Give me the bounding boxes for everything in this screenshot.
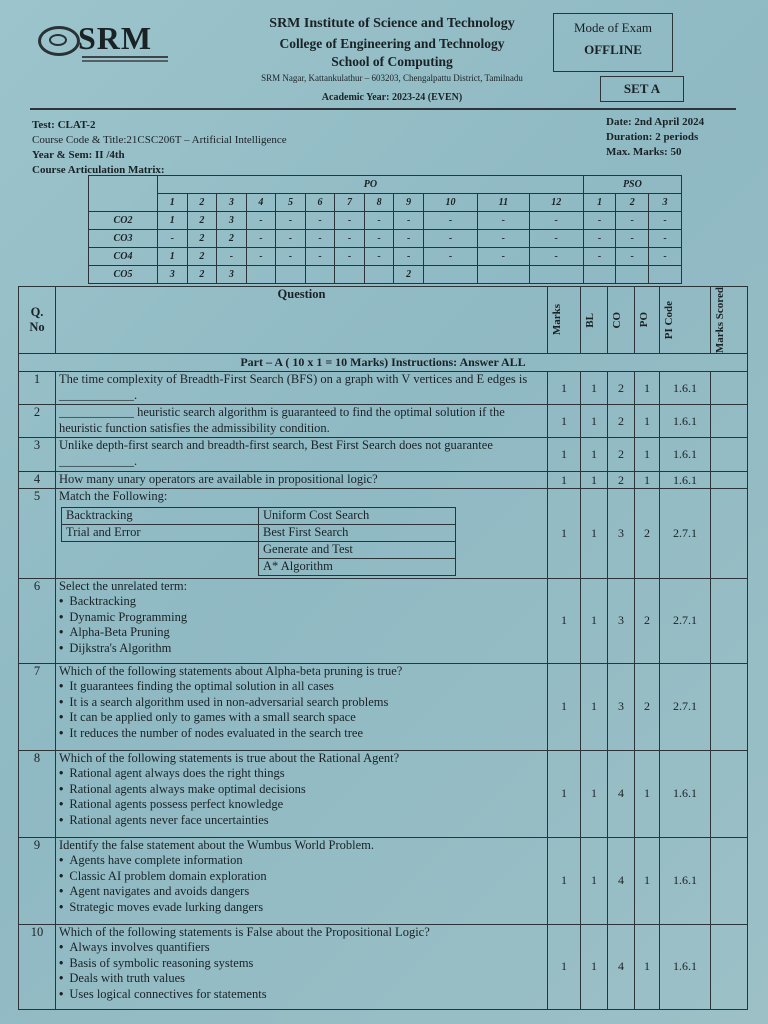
question-po: 1 bbox=[635, 837, 660, 924]
option-item: • It reduces the number of nodes evaluated in the search tree bbox=[59, 726, 544, 742]
cam-label: Course Articulation Matrix: bbox=[32, 164, 165, 176]
question-text: Identify the false statement about the Wumbus World Problem. bbox=[59, 837, 374, 852]
question-number: 10 bbox=[19, 924, 56, 1009]
cam-cell bbox=[583, 266, 616, 284]
question-number: 8 bbox=[19, 750, 56, 837]
question-text: Which of the following statements is true about the Rational Agent? bbox=[59, 750, 400, 765]
cam-row bbox=[89, 248, 682, 266]
option-item: • Always involves quantifiers bbox=[59, 940, 544, 956]
question-text-cell bbox=[56, 663, 548, 750]
question-text: Match the Following: bbox=[59, 489, 168, 504]
option-list bbox=[59, 594, 544, 656]
question-number: 4 bbox=[19, 472, 56, 489]
cam-co-label: CO3 bbox=[89, 230, 158, 248]
cam-cell: - bbox=[583, 230, 616, 248]
option-item: • It is a search algorithm used in non-adversarial search problems bbox=[59, 695, 544, 711]
cam-cell: - bbox=[394, 212, 424, 230]
cam-cell: - bbox=[583, 248, 616, 266]
cam-cell: - bbox=[616, 248, 649, 266]
question-co: 4 bbox=[608, 837, 635, 924]
question-co: 3 bbox=[608, 489, 635, 579]
po-col-4: 4 bbox=[246, 194, 276, 212]
marks-scored-cell bbox=[711, 405, 748, 438]
cam-co-label: CO4 bbox=[89, 248, 158, 266]
question-row bbox=[19, 750, 748, 837]
question-text: Which of the following statements about Alpha-beta pruning is true? bbox=[59, 663, 403, 678]
cam-cell: - bbox=[364, 248, 394, 266]
mode-of-exam-box bbox=[553, 13, 673, 72]
question-marks: 1 bbox=[548, 837, 581, 924]
option-list bbox=[59, 853, 544, 915]
question-co: 4 bbox=[608, 924, 635, 1009]
option-item: • Agents have complete information bbox=[59, 853, 544, 869]
question-co: 2 bbox=[608, 472, 635, 489]
question-marks: 1 bbox=[548, 750, 581, 837]
cam-cell: - bbox=[217, 248, 247, 266]
college-name: College of Engineering and Technology bbox=[279, 36, 505, 51]
question-number: 6 bbox=[19, 578, 56, 663]
option-item: • Rational agents possess perfect knowledge bbox=[59, 797, 544, 813]
match-cell: Uniform Cost Search bbox=[259, 507, 456, 524]
cam-cell: 3 bbox=[158, 266, 188, 284]
option-list bbox=[59, 766, 544, 828]
cam-cell bbox=[649, 266, 682, 284]
question-co: 4 bbox=[608, 750, 635, 837]
question-text: Which of the following statements is False about the Propositional Logic? bbox=[59, 924, 430, 939]
po-col-1: 1 bbox=[158, 194, 188, 212]
question-pi-code: 2.7.1 bbox=[660, 489, 711, 579]
question-bl: 1 bbox=[581, 372, 608, 405]
marks-scored-cell bbox=[711, 578, 748, 663]
question-bl: 1 bbox=[581, 837, 608, 924]
cam-cell bbox=[478, 266, 529, 284]
option-item: • Alpha-Beta Pruning bbox=[59, 625, 544, 641]
question-marks: 1 bbox=[548, 663, 581, 750]
question-text: How many unary operators are available in propositional logic? bbox=[59, 472, 378, 487]
question-text-cell bbox=[56, 489, 548, 579]
cam-cell: - bbox=[423, 212, 477, 230]
cam-cell: 1 bbox=[158, 212, 188, 230]
co-header: CO bbox=[611, 311, 623, 329]
pso-col-1: 1 bbox=[583, 194, 616, 212]
question-text: ____________ heuristic search algorithm is guaranteed to find the optimal solution if the heuristic function satisfies the admissibility condition. bbox=[59, 405, 505, 435]
cam-cell: - bbox=[246, 230, 276, 248]
questions bbox=[19, 372, 748, 1010]
address: SRM Nagar, Kattankulathur – 603203, Chengalpattu District, Tamilnadu bbox=[261, 73, 523, 83]
question-po: 2 bbox=[635, 489, 660, 579]
question-number: 5 bbox=[19, 489, 56, 579]
po-col-12: 12 bbox=[529, 194, 583, 212]
cam-cell: 2 bbox=[394, 266, 424, 284]
question-pi-code: 1.6.1 bbox=[660, 438, 711, 472]
cam-cell bbox=[335, 266, 365, 284]
question-number: 7 bbox=[19, 663, 56, 750]
question-marks: 1 bbox=[548, 472, 581, 489]
pi-code-header: PI Code bbox=[663, 300, 675, 340]
cam-cell: - bbox=[649, 248, 682, 266]
question-co: 3 bbox=[608, 663, 635, 750]
option-item: • Strategic moves evade lurking dangers bbox=[59, 900, 544, 916]
question-text-cell bbox=[56, 372, 548, 405]
cam-cell: - bbox=[529, 230, 583, 248]
marks-scored-cell bbox=[711, 750, 748, 837]
po-col-6: 6 bbox=[305, 194, 335, 212]
cam-cell: 2 bbox=[217, 230, 247, 248]
cam-cell: - bbox=[246, 248, 276, 266]
year-sem: Year & Sem: II /4th bbox=[32, 149, 125, 161]
cam-cell: - bbox=[335, 230, 365, 248]
cam-cell: - bbox=[423, 248, 477, 266]
course-title: Course Code & Title:21CSC206T – Artificial Intelligence bbox=[32, 134, 287, 146]
course-articulation-matrix bbox=[88, 175, 682, 284]
academic-year: Academic Year: 2023-24 (EVEN) bbox=[321, 92, 463, 103]
po-col-11: 11 bbox=[478, 194, 529, 212]
question-row bbox=[19, 837, 748, 924]
question-row bbox=[19, 472, 748, 489]
question-number: 2 bbox=[19, 405, 56, 438]
question-pi-code: 1.6.1 bbox=[660, 837, 711, 924]
question-number: 1 bbox=[19, 372, 56, 405]
question-po: 1 bbox=[635, 405, 660, 438]
question-text-cell bbox=[56, 750, 548, 837]
po-col-3: 3 bbox=[217, 194, 247, 212]
cam-row bbox=[89, 230, 682, 248]
match-cell bbox=[62, 541, 259, 558]
cam-cell: - bbox=[276, 230, 306, 248]
question-co: 2 bbox=[608, 438, 635, 472]
cam-cell: - bbox=[616, 230, 649, 248]
cam-cell: - bbox=[478, 212, 529, 230]
option-item: • Basis of symbolic reasoning systems bbox=[59, 956, 544, 972]
option-item: • Deals with truth values bbox=[59, 971, 544, 987]
question-marks: 1 bbox=[548, 924, 581, 1009]
marks-scored-cell bbox=[711, 663, 748, 750]
marks-scored-header: Marks Scored bbox=[714, 287, 726, 354]
question-row bbox=[19, 924, 748, 1009]
cam-cell bbox=[246, 266, 276, 284]
question-text-cell bbox=[56, 837, 548, 924]
cam-cell: - bbox=[649, 230, 682, 248]
cam-cell: - bbox=[335, 212, 365, 230]
cam-rows bbox=[89, 212, 682, 284]
srm-logo bbox=[38, 22, 178, 66]
option-list bbox=[59, 940, 544, 1002]
marks-scored-cell bbox=[711, 438, 748, 472]
marks-scored-cell bbox=[711, 472, 748, 489]
question-po: 2 bbox=[635, 663, 660, 750]
option-item: • Classic AI problem domain exploration bbox=[59, 869, 544, 885]
exam-date: Date: 2nd April 2024 bbox=[606, 116, 705, 128]
question-po: 1 bbox=[635, 372, 660, 405]
question-text-cell bbox=[56, 405, 548, 438]
match-table bbox=[61, 507, 456, 576]
cam-cell: 2 bbox=[187, 212, 217, 230]
cam-cell bbox=[529, 266, 583, 284]
question-text: Select the unrelated term: bbox=[59, 578, 188, 593]
cam-cell: 2 bbox=[187, 248, 217, 266]
question-marks: 1 bbox=[548, 372, 581, 405]
cam-cell: - bbox=[305, 230, 335, 248]
cam-cell: - bbox=[246, 212, 276, 230]
question-text: The time complexity of Breadth-First Search (BFS) on a graph with V vertices and E edges is ____________. bbox=[59, 372, 528, 402]
question-header: Question bbox=[56, 287, 548, 354]
cam-row bbox=[89, 266, 682, 284]
question-pi-code: 1.6.1 bbox=[660, 405, 711, 438]
question-row bbox=[19, 489, 748, 579]
cam-cell: - bbox=[583, 212, 616, 230]
question-text: Unlike depth-first search and breadth-first search, Best First Search does not guarantee ____________. bbox=[59, 438, 493, 468]
srm-emblem-icon bbox=[38, 26, 80, 56]
cam-cell: - bbox=[364, 212, 394, 230]
cam-cell: - bbox=[478, 230, 529, 248]
question-row bbox=[19, 405, 748, 438]
question-co: 2 bbox=[608, 405, 635, 438]
cam-cell bbox=[616, 266, 649, 284]
question-marks: 1 bbox=[548, 405, 581, 438]
cam-cell: 2 bbox=[187, 230, 217, 248]
question-row bbox=[19, 663, 748, 750]
set-box: SET A bbox=[600, 76, 684, 102]
option-item: • It guarantees finding the optimal solution in all cases bbox=[59, 679, 544, 695]
pso-col-3: 3 bbox=[649, 194, 682, 212]
match-cell: Backtracking bbox=[62, 507, 259, 524]
question-bl: 1 bbox=[581, 489, 608, 579]
qno-header: Q. No bbox=[19, 287, 56, 354]
option-item: • Rational agents never face uncertainties bbox=[59, 813, 544, 829]
cam-cell: - bbox=[305, 212, 335, 230]
po-col-9: 9 bbox=[394, 194, 424, 212]
cam-cell: - bbox=[423, 230, 477, 248]
school-name: School of Computing bbox=[331, 54, 453, 69]
question-number: 3 bbox=[19, 438, 56, 472]
question-bl: 1 bbox=[581, 924, 608, 1009]
marks-scored-cell bbox=[711, 924, 748, 1009]
logo-text: SRM bbox=[78, 20, 153, 56]
cam-cell bbox=[423, 266, 477, 284]
po-col-7: 7 bbox=[335, 194, 365, 212]
cam-cell: - bbox=[394, 248, 424, 266]
cam-cell: - bbox=[616, 212, 649, 230]
question-co: 2 bbox=[608, 372, 635, 405]
po-col-8: 8 bbox=[364, 194, 394, 212]
cam-cell bbox=[276, 266, 306, 284]
cam-cell: - bbox=[305, 248, 335, 266]
option-item: • Agent navigates and avoids dangers bbox=[59, 884, 544, 900]
question-po: 1 bbox=[635, 438, 660, 472]
cam-column-headers bbox=[89, 194, 682, 212]
po-col-5: 5 bbox=[276, 194, 306, 212]
cam-cell bbox=[364, 266, 394, 284]
match-cell bbox=[62, 558, 259, 575]
cam-cell bbox=[305, 266, 335, 284]
question-po: 2 bbox=[635, 578, 660, 663]
question-row bbox=[19, 438, 748, 472]
question-pi-code: 2.7.1 bbox=[660, 578, 711, 663]
cam-cell: - bbox=[276, 212, 306, 230]
question-pi-code: 2.7.1 bbox=[660, 663, 711, 750]
cam-cell: - bbox=[529, 212, 583, 230]
cam-co-label: CO2 bbox=[89, 212, 158, 230]
institute-name: SRM Institute of Science and Technology bbox=[269, 16, 515, 31]
question-text-cell bbox=[56, 924, 548, 1009]
cam-co-label: CO5 bbox=[89, 266, 158, 284]
po-col-header: PO bbox=[638, 312, 650, 328]
po-col-2: 2 bbox=[187, 194, 217, 212]
option-item: • It can be applied only to games with a small search space bbox=[59, 710, 544, 726]
marks-scored-cell bbox=[711, 372, 748, 405]
option-list bbox=[59, 679, 544, 741]
option-item: • Dijkstra's Algorithm bbox=[59, 641, 544, 657]
cam-cell: - bbox=[529, 248, 583, 266]
cam-cell: - bbox=[478, 248, 529, 266]
marks-scored-cell bbox=[711, 837, 748, 924]
option-item: • Rational agents always make optimal decisions bbox=[59, 782, 544, 798]
mode-label: Mode of Exam bbox=[574, 20, 652, 35]
question-pi-code: 1.6.1 bbox=[660, 372, 711, 405]
match-cell: Best First Search bbox=[259, 524, 456, 541]
cam-cell: - bbox=[335, 248, 365, 266]
cam-cell: - bbox=[394, 230, 424, 248]
question-marks: 1 bbox=[548, 489, 581, 579]
match-cell: A* Algorithm bbox=[259, 558, 456, 575]
question-text-cell bbox=[56, 578, 548, 663]
marks-scored-cell bbox=[711, 489, 748, 579]
question-bl: 1 bbox=[581, 472, 608, 489]
pso-header: PSO bbox=[583, 176, 681, 194]
question-text-cell bbox=[56, 472, 548, 489]
option-item: • Dynamic Programming bbox=[59, 610, 544, 626]
po-col-10: 10 bbox=[423, 194, 477, 212]
option-item: • Uses logical connectives for statements bbox=[59, 987, 544, 1003]
cam-cell: 3 bbox=[217, 266, 247, 284]
question-table bbox=[18, 286, 748, 1010]
question-pi-code: 1.6.1 bbox=[660, 750, 711, 837]
exam-duration: Duration: 2 periods bbox=[606, 131, 699, 143]
question-pi-code: 1.6.1 bbox=[660, 472, 711, 489]
question-bl: 1 bbox=[581, 663, 608, 750]
max-marks: Max. Marks: 50 bbox=[606, 146, 682, 158]
question-po: 1 bbox=[635, 472, 660, 489]
question-co: 3 bbox=[608, 578, 635, 663]
question-po: 1 bbox=[635, 924, 660, 1009]
match-cell: Trial and Error bbox=[62, 524, 259, 541]
mode-value: OFFLINE bbox=[584, 42, 642, 57]
cam-cell: 2 bbox=[187, 266, 217, 284]
cam-cell: 3 bbox=[217, 212, 247, 230]
option-item: • Backtracking bbox=[59, 594, 544, 610]
question-text-cell bbox=[56, 438, 548, 472]
question-marks: 1 bbox=[548, 578, 581, 663]
option-item: • Rational agent always does the right things bbox=[59, 766, 544, 782]
bl-header: BL bbox=[584, 312, 596, 328]
marks-header: Marks bbox=[551, 304, 563, 336]
question-bl: 1 bbox=[581, 578, 608, 663]
question-pi-code: 1.6.1 bbox=[660, 924, 711, 1009]
cam-cell: - bbox=[276, 248, 306, 266]
part-a-instructions: Part – A ( 10 x 1 = 10 Marks) Instructions: Answer ALL bbox=[19, 354, 748, 372]
cam-cell: - bbox=[364, 230, 394, 248]
cam-row bbox=[89, 212, 682, 230]
cam-cell: - bbox=[158, 230, 188, 248]
pso-col-2: 2 bbox=[616, 194, 649, 212]
question-row bbox=[19, 578, 748, 663]
cam-cell: - bbox=[649, 212, 682, 230]
cam-cell: 1 bbox=[158, 248, 188, 266]
question-number: 9 bbox=[19, 837, 56, 924]
question-marks: 1 bbox=[548, 438, 581, 472]
question-po: 1 bbox=[635, 750, 660, 837]
match-cell: Generate and Test bbox=[259, 541, 456, 558]
question-bl: 1 bbox=[581, 438, 608, 472]
question-bl: 1 bbox=[581, 405, 608, 438]
po-header: PO bbox=[158, 176, 584, 194]
question-bl: 1 bbox=[581, 750, 608, 837]
question-row bbox=[19, 372, 748, 405]
test-name: Test: CLAT-2 bbox=[32, 119, 96, 131]
